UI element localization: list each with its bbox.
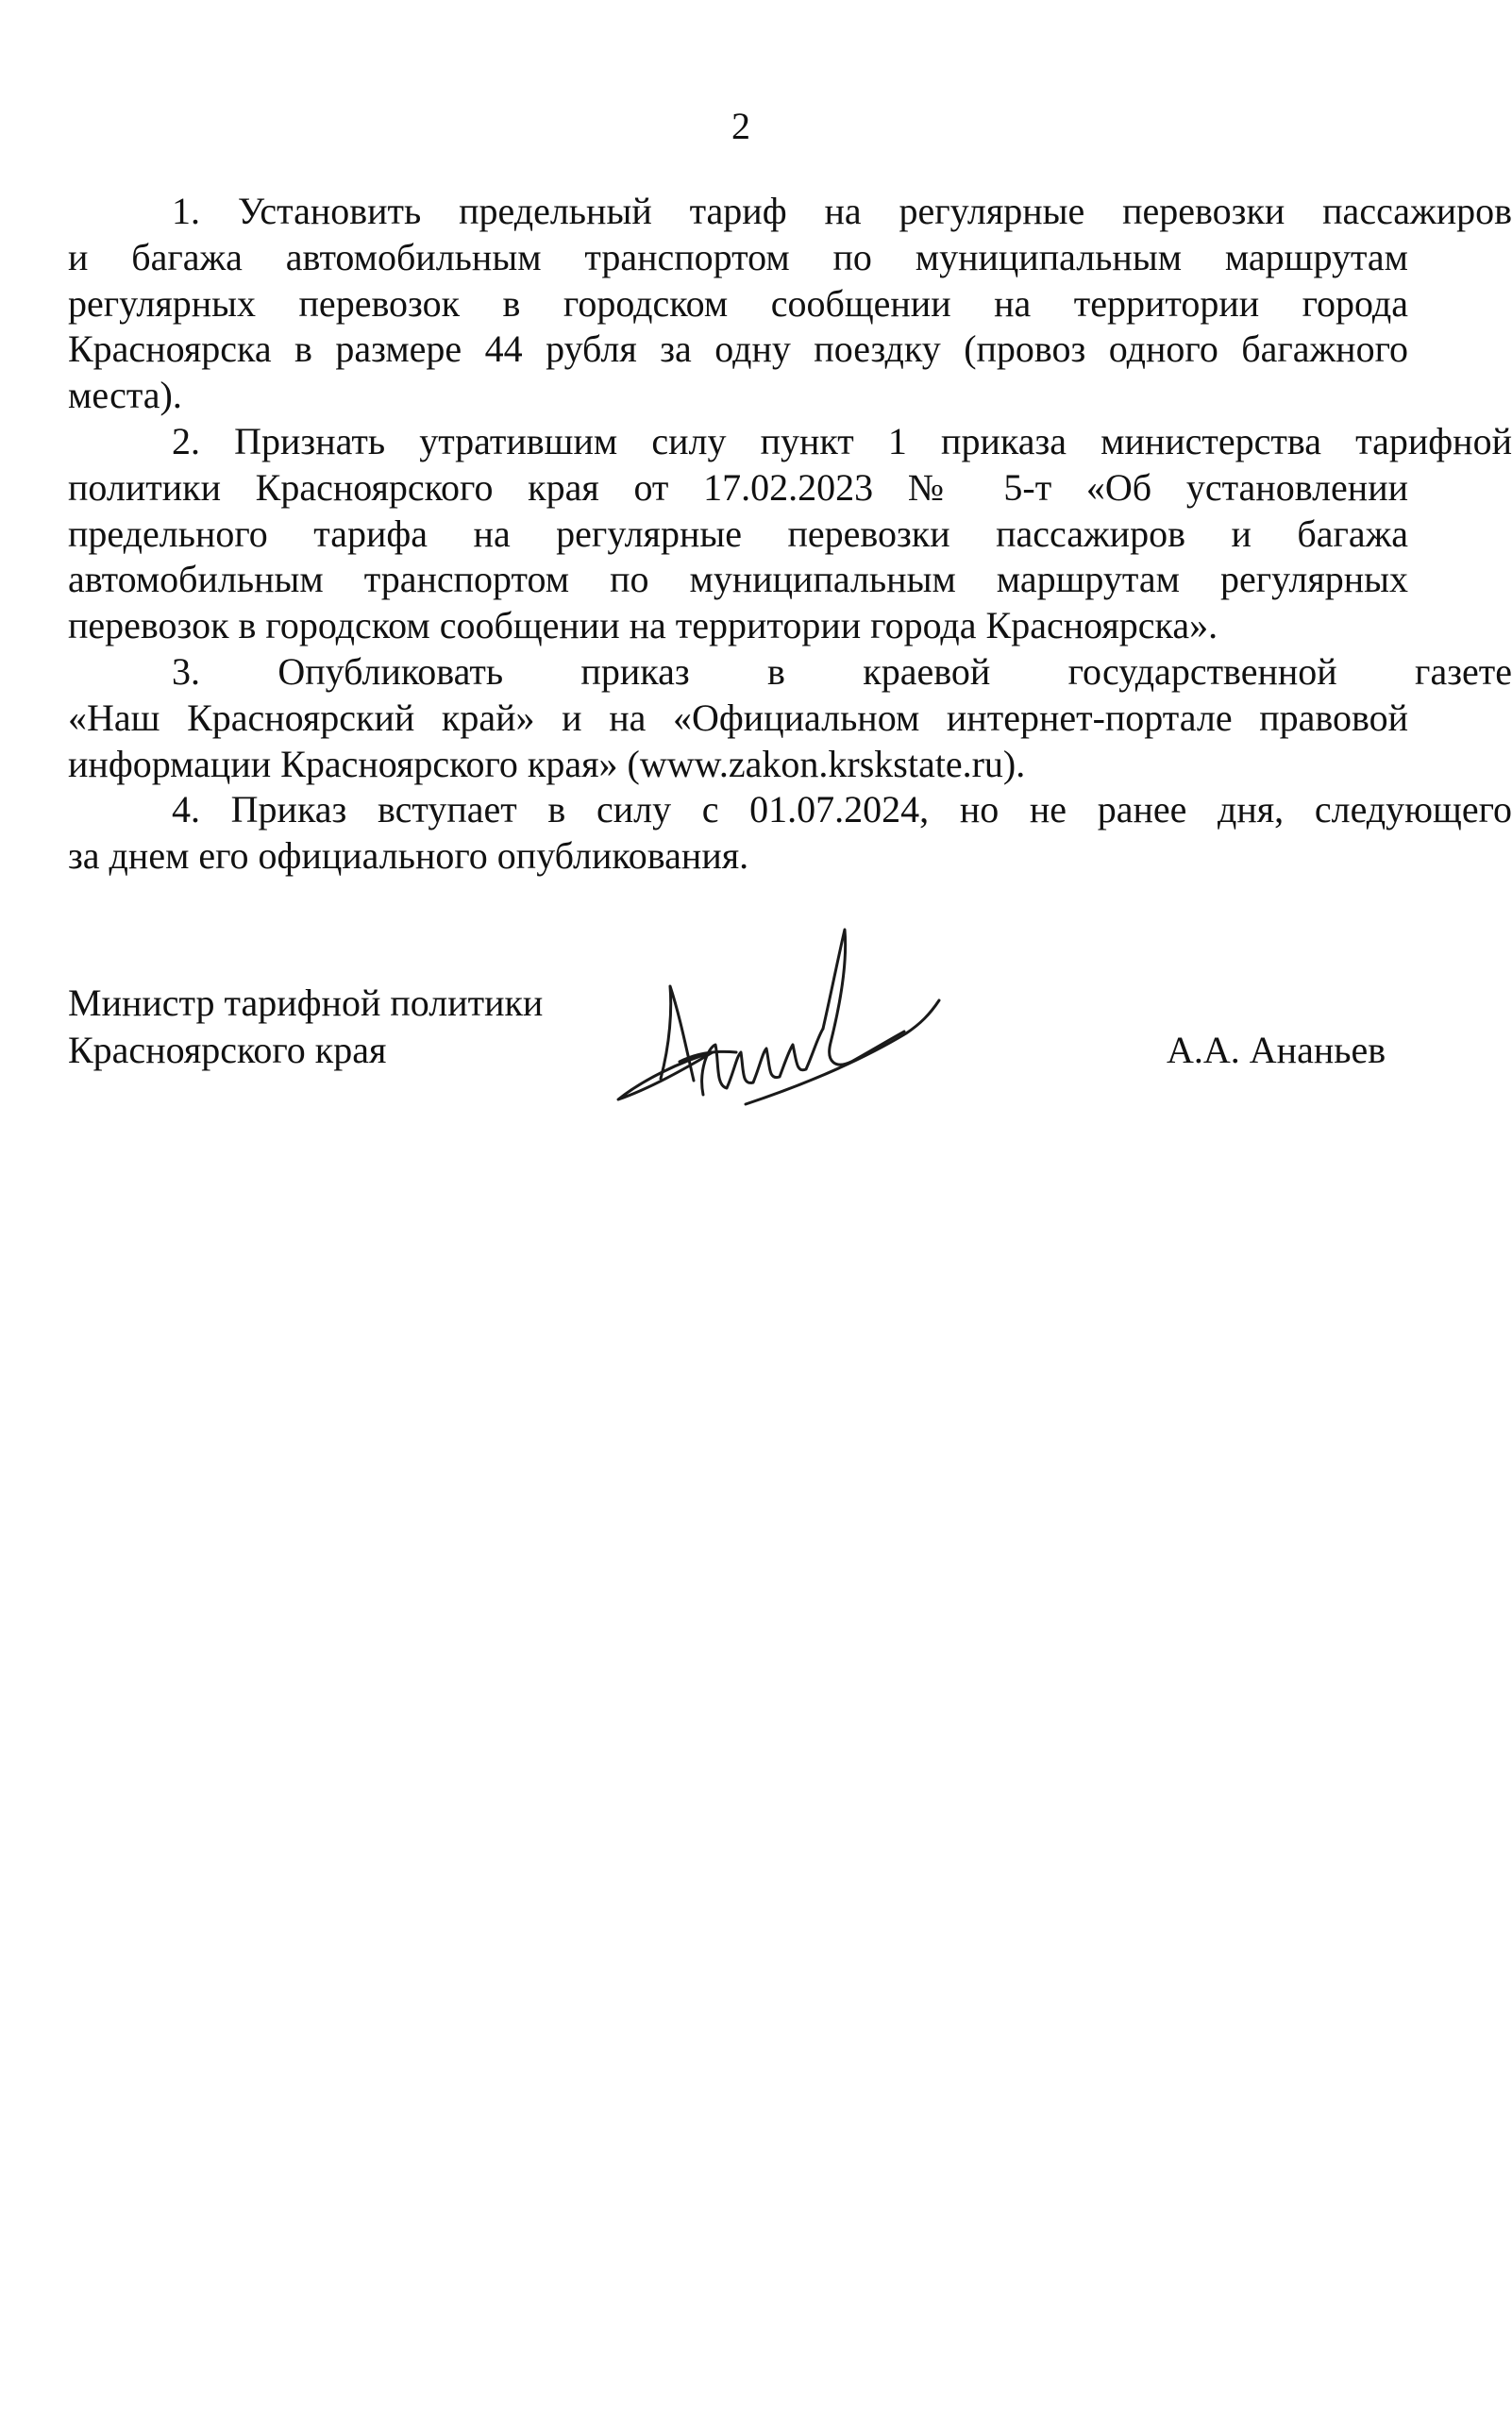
text-line: 1. Установить предельный тариф на регулярные перевозки пассажиров <box>172 190 1512 232</box>
text-line: 4. Приказ вступает в силу с 01.07.2024, но не ранее дня, следующего <box>172 788 1512 831</box>
handwritten-signature-icon <box>604 920 944 1123</box>
text-line: перевозок в городском сообщении на территории города Красноярска». <box>68 604 1218 647</box>
signatory-title-line: Красноярского края <box>68 1029 387 1071</box>
paragraph-2 <box>68 419 1512 649</box>
text-line: 2. Признать утратившим силу пункт 1 приказа министерства тарифной <box>172 419 1512 462</box>
signatory-title <box>68 980 543 1074</box>
text-line: за днем его официального опубликования. <box>68 834 749 878</box>
signatory-name: А.А. Ананьев <box>1167 1029 1386 1071</box>
page-number: 2 <box>731 105 750 147</box>
text-line: места). <box>68 374 182 417</box>
paragraph-3 <box>68 649 1512 787</box>
text-line: 3. Опубликовать приказ в краевой государственной газете <box>172 649 1512 693</box>
paragraph-4 <box>68 787 1512 880</box>
signatory-title-line: Министр тарифной политики <box>68 982 544 1024</box>
text-line: политики Красноярского края от 17.02.2023 № 5-т «Об установлении <box>68 465 1408 509</box>
text-line: «Наш Красноярский край» и на «Официальном интернет-портале правовой <box>68 696 1408 739</box>
text-line: информации Красноярского края» (www.zakon.krskstate.ru). <box>68 742 1026 785</box>
text-line: автомобильным транспортом по муниципальным маршрутам регулярных <box>68 558 1408 601</box>
text-line: и багажа автомобильным транспортом по муниципальным маршрутам <box>68 235 1408 278</box>
document-body <box>68 189 1512 880</box>
text-line: Красноярска в размере 44 рубля за одну поездку (провоз одного багажного <box>68 327 1408 371</box>
paragraph-1 <box>68 189 1512 419</box>
text-line: предельного тарифа на регулярные перевозки пассажиров и багажа <box>68 512 1408 555</box>
text-line: регулярных перевозок в городском сообщении на территории города <box>68 281 1408 325</box>
